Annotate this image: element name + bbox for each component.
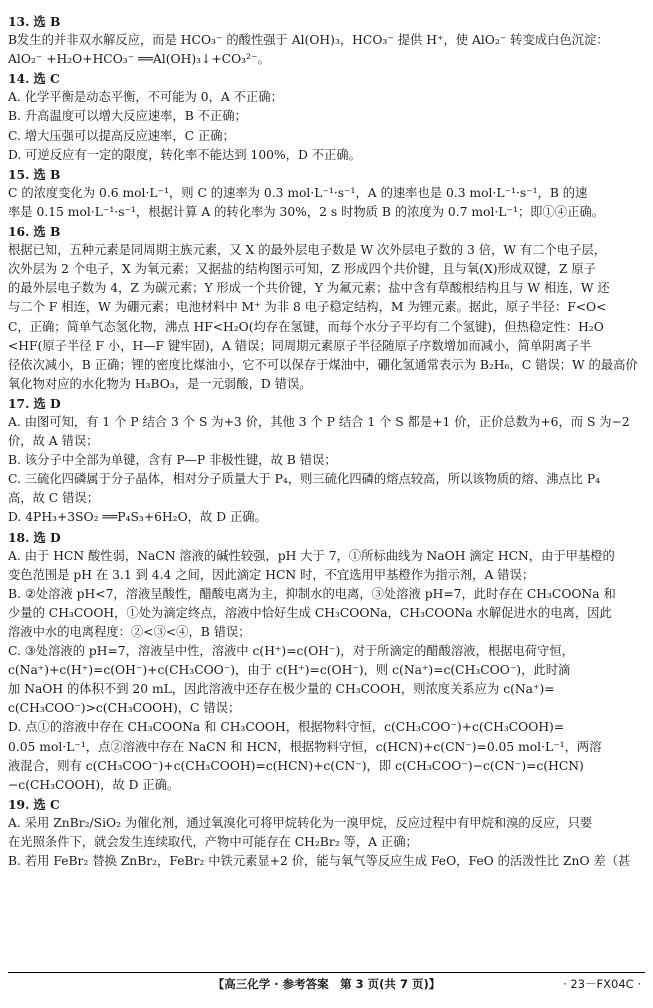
question-13 [8, 12, 644, 69]
explanation-line: B. 该分子中全部为单键，含有 P—P 非极性键，故 B 错误； [8, 453, 337, 468]
question-14 [8, 69, 644, 164]
question-header [8, 12, 644, 31]
explanation-line: 加 NaOH 的体积不到 20 mL，因此溶液中还存在极少量的 CH₃COOH，则浓度关系应为 c(Na⁺)= [8, 682, 555, 697]
explanation-line: 少量的 CH₃COOH，①处为滴定终点，溶液中恰好生成 CH₃COONa，CH₃COONa 水解促进水的电离，因此 [8, 605, 612, 620]
explanation-line: A. 采用 ZnBr₂/SiO₂ 为催化剂，通过氧溴化可将甲烷转化为一溴甲烷，反应过程中有甲烷和溴的反应，只要 [8, 815, 593, 830]
explanation-line: D. 4PH₃+3SO₂ ══P₄S₃+6H₂O，故 D 正确。 [8, 510, 267, 525]
explanation-line: 0.05 mol·L⁻¹，点②溶液中存在 NaCN 和 HCN，根据物料守恒，c(HCN)+c(CN⁻)=0.05 mol·L⁻¹，两溶 [8, 739, 602, 754]
explanation-line: 溶液中水的电离程度：②<③<④，B 错误； [8, 625, 251, 639]
question-number: 17. [8, 395, 30, 411]
footer-page-info: 【高三化学 · 参考答案 第 3 页(共 7 页)】 [212, 977, 441, 991]
explanation-line: 与二个 F 相连，W 为硼元素；电池材料中 M⁺ 为非 8 电子稳定结构，M 为锂元素。据此，原子半径：F<O< [8, 300, 607, 315]
question-header [8, 394, 644, 413]
question-17 [8, 394, 644, 528]
explanation-line: 变色范围是 pH 在 3.1 到 4.4 之间，因此滴定 HCN 时，不宜选用甲基橙作为指示剂，A 错误； [8, 567, 535, 582]
explanation-line: 次外层为 2 个电子，X 为氧元素；又据盐的结构图示可知，Z 形成四个共价键，且与氧(X)形成双键，Z 原子 [8, 262, 597, 277]
explanation-line: 在光照条件下，就会发生连续取代，产物中可能存在 CH₂Br₂ 等，A 正确； [8, 835, 418, 850]
explanation-line: 液混合，则有 c(CH₃COO⁻)+c(CH₃COOH)=c(HCN)+c(CN⁻)，即 c(CH₃COO⁻)−c(CN⁻)=c(HCN) [8, 758, 584, 773]
explanation-line: −c(CH₃COOH)，故 D 正确。 [8, 777, 180, 792]
question-number: 18. [8, 529, 30, 545]
answer-choice: 选 D [33, 395, 61, 411]
explanation-line: B发生的并非双水解反应，而是 HCO₃⁻ 的酸性强于 Al(OH)₃，HCO₃⁻ 提供 H⁺，使 AlO₂⁻ 转变成白色沉淀： [8, 33, 609, 48]
explanation-line: C 的浓度变化为 0.6 mol·L⁻¹，则 C 的速率为 0.3 mol·L⁻¹·s⁻¹，A 的速率也是 0.3 mol·L⁻¹·s⁻¹，B 的速 [8, 185, 588, 200]
explanation-line: B. 若用 FeBr₂ 替换 ZnBr₂，FeBr₂ 中铁元素显+2 价，能与氧气等反应生成 FeO，FeO 的活泼性比 ZnO 差（甚 [8, 854, 631, 869]
question-number: 16. [8, 224, 30, 240]
question-header [8, 528, 644, 547]
explanation-line: 高，故 C 错误； [8, 491, 100, 506]
question-number: 19. [8, 796, 30, 812]
explanation-line: 率是 0.15 mol·L⁻¹·s⁻¹，根据计算 A 的转化率为 30%，2 s 时物质 B 的浓度为 0.7 mol·L⁻¹；即①④正确。 [8, 204, 604, 219]
explanation-line: 价，故 A 错误； [8, 434, 99, 449]
explanation-line: B. ②处溶液 pH<7，溶液呈酸性，醋酸电离为主，抑制水的电离，③处溶液 pH=7，此时存在 CH₃COONa 和 [8, 586, 616, 601]
explanation-line: 的最外层电子数为 4，Z 为碳元素；Y 形成一个共价键，Y 为氟元素；盐中含有草酸根结构且与 W 相连，W 还 [8, 281, 610, 296]
question-number: 14. [8, 71, 30, 87]
explanation-line: A. 由图可知，有 1 个 P 结合 3 个 S 为+3 价，其他 3 个 P 结合 1 个 S 都是+1 价，正价总数为+6，而 S 为−2 [8, 414, 630, 429]
explanation-line: c(Na⁺)+c(H⁺)=c(OH⁻)+c(CH₃COO⁻)，由于 c(H⁺)=c(OH⁻)，则 c(Na⁺)=c(CH₃COO⁻)，此时滴 [8, 663, 571, 678]
explanation-line: c(CH₃COO⁻)>c(CH₃COOH)，C 错误； [8, 701, 241, 716]
explanation-line: <HF(原子半径 F 小，H—F 键牢固)，A 错误；同周期元素原子半径随原子序数增加而减小，简单阴离子半 [8, 338, 592, 353]
answer-choice: 选 B [33, 14, 61, 29]
answer-choice: 选 B [33, 166, 61, 182]
answer-page [8, 12, 644, 871]
question-16 [8, 222, 644, 394]
explanation-line: 径依次减小，B 正确；锂的密度比煤油小，它不可以保存于煤油中，硼化氢通常表示为 B₂H₆，C 错误；W 的最高价 [8, 357, 638, 372]
explanation-line: C. ③处溶液的 pH=7，溶液呈中性，溶液中 c(H⁺)=c(OH⁻)，对于所滴定的醋酸溶液，根据电荷守恒， [8, 644, 574, 659]
explanation-line: B. 升高温度可以增大反应速率，B 不正确； [8, 109, 247, 124]
answer-choice: 选 D [33, 529, 61, 545]
explanation-line: D. 可逆反应有一定的限度，转化率不能达到 100%，D 不正确。 [8, 147, 361, 162]
explanation-line: D. 点①的溶液中存在 CH₃COONa 和 CH₃COOH，根据物料守恒，c(CH₃COO⁻)+c(CH₃COOH)= [8, 720, 565, 735]
answer-choice: 选 B [33, 224, 61, 240]
explanation-line: C. 增大压强可以提高反应速率，C 正确； [8, 128, 235, 143]
question-15 [8, 165, 644, 222]
question-header [8, 222, 644, 241]
explanation-line: C，正确；简单气态氢化物，沸点 HF<H₂O(均存在氢键，而每个水分子平均有二个氢键)，但热稳定性：H₂O [8, 319, 604, 334]
explanation-line: AlO₂⁻ +H₂O+HCO₃⁻ ══Al(OH)₃↓+CO₃²⁻。 [8, 52, 270, 67]
explanation-line: 氧化物对应的水化物为 H₃BO₃，是一元弱酸，D 错误。 [8, 376, 312, 391]
footer-exam-code: · 23－FX04C · [563, 977, 641, 991]
answer-choice: 选 C [33, 796, 60, 812]
question-18 [8, 528, 644, 795]
question-number: 13. [8, 14, 30, 29]
question-header [8, 69, 644, 88]
page-footer [8, 972, 645, 995]
explanation-line: C. 三硫化四磷属于分子晶体，相对分子质量大于 P₄，则三硫化四磷的熔点较高，所以该物质的熔、沸点比 P₄ [8, 472, 601, 487]
question-header [8, 165, 644, 184]
question-header [8, 795, 644, 814]
explanation-line: 根据已知，五种元素是同周期主族元素，又 X 的最外层电子数是 W 次外层电子数的 3 倍，W 有二个电子层， [8, 243, 606, 258]
question-number: 15. [8, 166, 30, 182]
explanation-line: A. 由于 HCN 酸性弱，NaCN 溶液的碱性较强，pH 大于 7，①所标曲线为 NaOH 滴定 HCN，由于甲基橙的 [8, 548, 615, 563]
explanation-line: A. 化学平衡是动态平衡，不可能为 0，A 不正确； [8, 90, 283, 105]
answer-choice: 选 C [33, 71, 60, 87]
question-19 [8, 795, 644, 871]
